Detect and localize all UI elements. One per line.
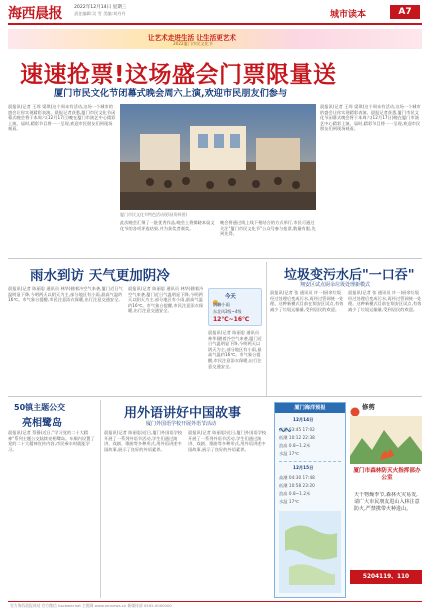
ocean-row-2: 高潮 03:45 17:02 xyxy=(279,427,315,432)
section-title: 城市读本 xyxy=(330,10,367,20)
fire-notice-box xyxy=(350,402,422,598)
masthead-editor: 责任编辑:吴 雪 美编:刘丹丹 xyxy=(74,11,126,16)
masthead-rule xyxy=(8,23,422,25)
travel-badge: 50镇主题公交 xyxy=(14,403,66,412)
column-divider xyxy=(266,262,267,396)
column-divider-2 xyxy=(100,400,101,598)
culture-banner xyxy=(8,29,422,49)
weather-card-wind: 东北风3级~4级 xyxy=(213,309,242,314)
lead-photo xyxy=(120,104,316,210)
english-body-col2: 晨报讯(记者 陈丽思)近日,厦门外国语学校开展了一系列外语节活动,学生们通过演讲、戏剧、歌曲等多种形式,用外语讲述中国故事,展示了良好的外语素养。 xyxy=(188,430,267,452)
lead-headline: 速速抢票!这场盛会门票限量送 xyxy=(20,62,337,88)
masthead-date: 2022年12月14日 星期三 xyxy=(74,5,127,10)
lead-col-2: 此次晚会汇聚了一批优秀作品,晚会上将揭晓本届文化节的各项评选结果,并为获奖者颁奖。 xyxy=(120,220,215,231)
ocean-row-7: 高潮 04:30 17:48 xyxy=(279,475,315,480)
notice-phone: 5204119、110 xyxy=(362,574,410,580)
ocean-row-3: 低潮 10:12 22:38 xyxy=(279,435,315,440)
english-body-col1: 晨报讯(记者 陈丽思)近日,厦门外国语学校开展了一系列外语节活动,学生们通过演讲、戏剧、歌曲等多种形式,用外语讲述中国故事,展示了良好的外语素养。 xyxy=(104,430,183,452)
stage-photo-illustration xyxy=(120,104,316,210)
weather-headline: 雨水到访 天气更加阴冷 xyxy=(30,268,170,284)
weather-body-col2: 晨报讯(记者 陈丽思 通讯员 林华)随着冷空气来袭,厦门近日气温明显下降,今明两天以阴天为主,部分地区有小雨,最高气温约16℃。市气象台提醒,市民注意添衣保暖,出行注意交通安全。 xyxy=(128,286,204,314)
section-divider xyxy=(8,258,422,259)
masthead xyxy=(0,0,425,26)
travel-headline: 亮相鹭岛 xyxy=(22,418,62,429)
ocean-map-graphic xyxy=(279,511,341,597)
travel-body: 晨报讯(记者 蔡静)近日,"学习党的二十大精神"系列主题公交陆续亮相鹭岛。车厢内设置了党的二十大精神宣传内容,市民乘车时就能学习。 xyxy=(8,430,95,452)
masthead-logo: 海西晨报 xyxy=(8,6,62,22)
footer-text: 官方海西晨报网站 官方微信 hxcbwechat 主题网 www.xmnews.cn 新媒体部 0592-0000000 xyxy=(10,603,172,608)
english-headline: 用外语讲好中国故事 xyxy=(124,406,242,421)
lead-col-3: 晚会将通过线上线下相结合的方式举行,市民可通过关注"厦门市民文化节"公众号参与抢票,数量有限,先到先得。 xyxy=(220,220,316,237)
page-number: A7 xyxy=(398,7,412,17)
notice-company: 厦门市森林防灭火指挥部办公室 xyxy=(353,468,421,481)
waste-body-col1: 晨报讯(记者 张 通讯员 许一)厨余垃圾经过处理后变成污水,再经过管网统一处理。这种新模式目前在翔安区试点,有效减少了垃圾运输量,受到居民的欢迎。 xyxy=(270,290,344,312)
ocean-row-5: 水温 17℃ xyxy=(279,451,300,456)
ocean-row-10: 水温 17℃ xyxy=(279,499,300,504)
ocean-row-9: 浪高 0.8~1.2米 xyxy=(279,491,311,496)
notice-body: 天干物燥季节,森林火灾易发,请广大市民朋友进山入林注意防火,严禁携带火种进山。 xyxy=(354,492,420,512)
banner-subtext: 2022厦门市民文化节 xyxy=(173,41,213,46)
weather-card xyxy=(208,288,262,326)
notice-illustration xyxy=(350,416,422,464)
waste-subhead: 翔安区试点厨余垃圾处理新模式 xyxy=(300,282,371,288)
notice-header: 修剪 xyxy=(362,403,375,411)
ocean-divider xyxy=(279,461,341,462)
ocean-forecast-title: 厦门海洋预报 xyxy=(275,403,345,413)
weather-card-title: 今天 xyxy=(225,294,236,300)
lead-subhead: 厦门市民文化节闭幕式晚会周六上演,欢迎市民朋友们参与 xyxy=(54,88,288,99)
waste-body-col2: 晨报讯(记者 张 通讯员 许一)厨余垃圾经过处理后变成污水,再经过管网统一处理。这种新模式目前在翔安区试点,有效减少了垃圾运输量,受到居民的欢迎。 xyxy=(348,290,422,312)
lead-col-1: 晨报讯(记者 王琼 梁琪)这个周末有活动,这场一个城市的盛会让你实现精彩表演。晨报记者获悉,厦门市民文化节闭幕式晚会将于本周六(12月17日)晚在厦门市演艺中心精彩上演。届时,精彩节目将一一呈现,欢迎市民朋友们到现场观看。 xyxy=(8,104,116,132)
ocean-row-6: 12月15日 xyxy=(293,465,314,470)
english-subhead: 厦门外国语学校开展外语节活动 xyxy=(146,421,217,427)
ocean-row-4: 浪高 0.8~1.2米 xyxy=(279,443,311,448)
weather-card-temp: 12℃~16℃ xyxy=(213,316,250,323)
ocean-row-8: 低潮 10:58 23:20 xyxy=(279,483,315,488)
notice-phone-bar xyxy=(350,570,422,584)
waste-headline: 垃圾变污水后"一口吞" xyxy=(284,268,415,283)
ocean-row-1: 12月14日 xyxy=(293,417,314,422)
page-number-badge xyxy=(390,5,420,19)
weather-body-col3: 晨报讯(记者 陈丽思 通讯员 林华)随着冷空气来袭,厦门近日气温明显下降,今明两天以阴天为主,部分地区有小雨,最高气温约16℃。市气象台提醒,市民注意添衣保暖,出行注意交通安全。 xyxy=(208,330,262,369)
footer-rule xyxy=(8,601,422,602)
section-divider-2 xyxy=(8,396,422,397)
lead-photo-caption: 厦门市民文化节特色活动现场(资料图) xyxy=(120,212,188,217)
weather-body: 晨报讯(记者 陈丽思 通讯员 林华)随着冷空气来袭,厦门近日气温明显下降,今明两天以阴天为主,部分地区有小雨,最高气温约16℃。市气象台提醒,市民注意添衣保暖,出行注意交通安全。 xyxy=(8,286,123,303)
ocean-forecast-box xyxy=(274,402,346,598)
banner-text: 让艺术走进生活 让生活更艺术 xyxy=(148,34,237,42)
lead-col-4: 晨报讯(记者 王琼 梁琪)这个周末有活动,这场一个城市的盛会让你实现精彩表演。晨报记者获悉,厦门市民文化节闭幕式晚会将于本周六(12月17日)晚在厦门市演艺中心精彩上演。届时,精彩节目将一一呈现,欢迎市民朋友们到现场观看。 xyxy=(320,104,421,132)
weather-card-status: 阴转小雨 xyxy=(213,302,230,307)
